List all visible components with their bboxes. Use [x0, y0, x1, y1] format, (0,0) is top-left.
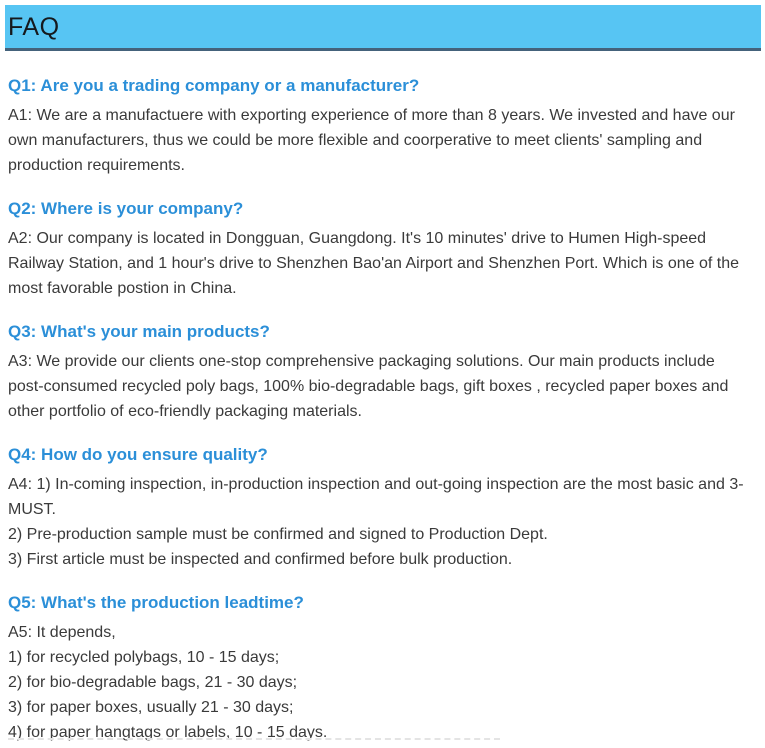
- answer-line: 4) for paper hangtags or labels, 10 - 15 days.: [8, 724, 328, 741]
- faq-answer: [8, 472, 753, 572]
- page-title: FAQ: [8, 13, 60, 41]
- faq-content: [0, 75, 765, 745]
- faq-question: Q1: Are you a trading company or a manufacturer?: [8, 76, 420, 95]
- faq-page: [0, 5, 765, 748]
- answer-line: 1) for recycled polybags, 10 - 15 days;: [8, 649, 280, 666]
- faq-item-q3: [8, 321, 753, 424]
- faq-header-bar: [5, 5, 761, 51]
- answer-line: 3) First article must be inspected and confirmed before bulk production.: [8, 551, 513, 568]
- answer-line: A1: We are a manufactuere with exporting experience of more than 8 years. We invested and have our own manufacturers, thus we could be more flexible and coorperative to meet clients' sampling and production requirements.: [8, 107, 735, 174]
- faq-item-q5: [8, 592, 753, 745]
- faq-item-q1: [8, 75, 753, 178]
- faq-answer: [8, 349, 753, 424]
- cutoff-next-section-edge: [8, 738, 500, 740]
- answer-line: A3: We provide our clients one-stop comprehensive packaging solutions. Our main products include post-consumed recycled poly bags, 100% bio-degradable bags, gift boxes , recycled paper boxes and other portfolio of eco-friendly packaging materials.: [8, 353, 729, 420]
- answer-line: 3) for paper boxes, usually 21 - 30 days;: [8, 699, 294, 716]
- answer-line: A2: Our company is located in Dongguan, Guangdong. It's 10 minutes' drive to Humen High-speed Railway Station, and 1 hour's drive to Shenzhen Bao'an Airport and Shenzhen Port. Which is one of the most favorable postion in China.: [8, 230, 739, 297]
- answer-line: 2) Pre-production sample must be confirmed and signed to Production Dept.: [8, 526, 548, 543]
- faq-question: Q5: What's the production leadtime?: [8, 593, 304, 612]
- answer-line: 2) for bio-degradable bags, 21 - 30 days;: [8, 674, 298, 691]
- faq-item-q4: [8, 444, 753, 572]
- faq-answer: [8, 103, 753, 178]
- answer-line: A4: 1) In-coming inspection, in-production inspection and out-going inspection are the most basic and 3-MUST.: [8, 476, 744, 518]
- faq-question: Q2: Where is your company?: [8, 199, 244, 218]
- faq-item-q2: [8, 198, 753, 301]
- faq-answer: [8, 226, 753, 301]
- faq-question: Q4: How do you ensure quality?: [8, 445, 268, 464]
- faq-answer: [8, 620, 753, 745]
- answer-line: A5: It depends,: [8, 624, 116, 641]
- faq-question: Q3: What's your main products?: [8, 322, 270, 341]
